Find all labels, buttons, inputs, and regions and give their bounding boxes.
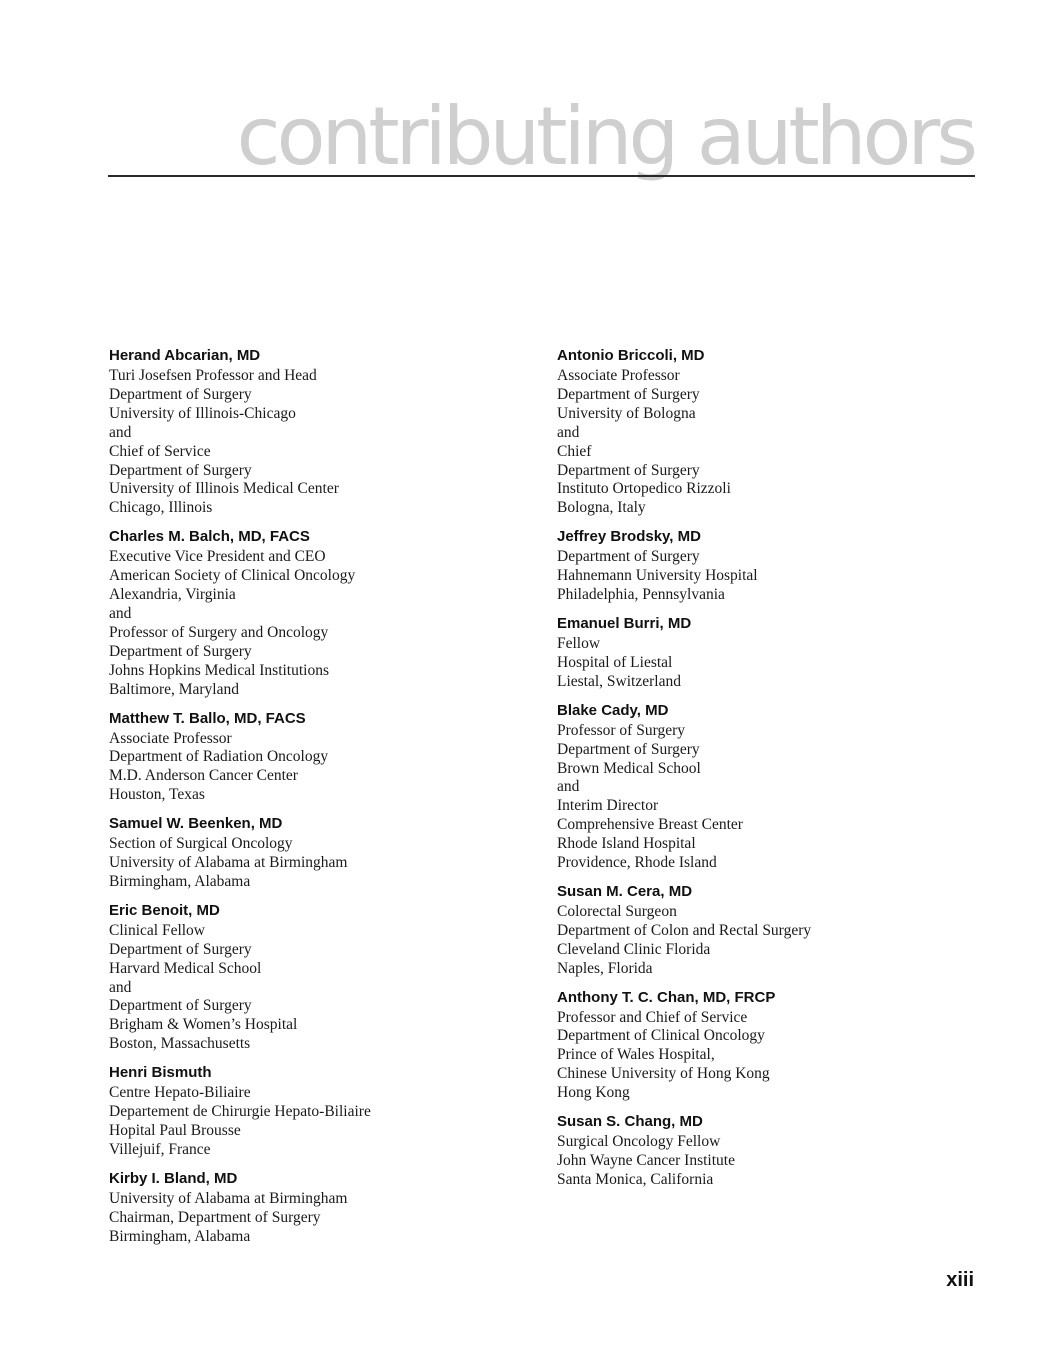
affiliation-line: Professor and Chief of Service [557, 1008, 748, 1026]
affiliation-line: Department of Surgery [109, 385, 252, 403]
author-entry [109, 1062, 529, 1160]
affiliation-line: John Wayne Cancer Institute [557, 1152, 735, 1169]
affiliation-line: and [109, 978, 132, 996]
author-name: Samuel W. Beenken, MD [109, 815, 283, 833]
affiliation-line: Department of Surgery [109, 940, 252, 958]
affiliation-line: Section of Surgical Oncology [109, 835, 293, 853]
author-entry [557, 345, 977, 518]
affiliation-line: Villejuif, France [109, 1140, 211, 1158]
affiliation-line: Brigham & Women’s Hospital [109, 1016, 298, 1034]
author-affiliation [557, 367, 977, 518]
affiliation-line: Department of Surgery [557, 548, 700, 566]
author-entry [109, 526, 529, 699]
affiliation-line: University of Alabama at Birmingham [109, 1189, 348, 1207]
affiliation-line: Department of Clinical Oncology [557, 1027, 765, 1045]
author-affiliation [557, 722, 977, 873]
affiliation-line: Bologna, Italy [557, 499, 646, 517]
affiliation-line: and [109, 604, 132, 622]
author-name: Emanuel Burri, MD [557, 614, 692, 632]
author-entry [109, 900, 529, 1054]
affiliation-line: Birmingham, Alabama [109, 1227, 251, 1245]
affiliation-line: Chief of Service [109, 442, 211, 460]
affiliation-line: Chicago, Illinois [109, 499, 213, 517]
affiliation-line: Department of Radiation Oncology [109, 748, 329, 766]
affiliation-line: Houston, Texas [109, 786, 205, 804]
affiliation-line: Chairman, Department of Surgery [109, 1208, 321, 1226]
author-name: Blake Cady, MD [557, 701, 669, 719]
affiliation-line: Associate Professor [557, 367, 680, 384]
author-affiliation [557, 1009, 977, 1104]
affiliation-line: Baltimore, Maryland [109, 680, 239, 698]
author-name: Charles M. Balch, MD, FACS [109, 528, 310, 546]
affiliation-line: Prince of Wales Hospital, [557, 1046, 715, 1064]
author-name: Jeffrey Brodsky, MD [557, 528, 701, 546]
author-affiliation [109, 367, 529, 518]
page-title: contributing authors [236, 90, 974, 183]
affiliation-line: Comprehensive Breast Center [557, 816, 743, 834]
affiliation-line: Professor of Surgery and Oncology [109, 623, 329, 641]
author-name: Susan S. Chang, MD [557, 1113, 703, 1131]
affiliation-line: and [557, 778, 580, 796]
left-author-column [109, 345, 529, 1255]
affiliation-line: M.D. Anderson Cancer Center [109, 767, 298, 785]
affiliation-line: Associate Professor [109, 729, 232, 747]
affiliation-line: Department of Surgery [557, 461, 700, 479]
author-affiliation [109, 548, 529, 699]
author-affiliation [109, 1190, 529, 1247]
affiliation-line: Harvard Medical School [109, 959, 262, 977]
affiliation-line: American Society of Clinical Oncology [109, 567, 356, 585]
right-author-column [557, 345, 977, 1198]
affiliation-line: Centre Hepato-Biliaire [109, 1084, 251, 1102]
affiliation-line: Brown Medical School [557, 759, 701, 777]
affiliation-line: and [557, 423, 580, 441]
author-entry [557, 987, 977, 1104]
author-entry [109, 813, 529, 892]
author-affiliation [557, 1133, 977, 1190]
author-name: Herand Abcarian, MD [109, 347, 261, 364]
author-name: Matthew T. Ballo, MD, FACS [109, 709, 306, 727]
affiliation-line: Department of Surgery [557, 740, 700, 758]
author-affiliation [109, 730, 529, 806]
author-name: Eric Benoit, MD [109, 901, 220, 919]
affiliation-line: Colorectal Surgeon [557, 902, 677, 920]
affiliation-line: Alexandria, Virginia [109, 586, 236, 604]
affiliation-line: Chief [557, 442, 592, 460]
author-entry [557, 1111, 977, 1190]
affiliation-line: Turi Josefsen Professor and Head [109, 367, 317, 384]
affiliation-line: Hospital of Liestal [557, 653, 673, 671]
affiliation-line: Liestal, Switzerland [557, 672, 681, 690]
author-entry [557, 881, 977, 979]
affiliation-line: Cleveland Clinic Florida [557, 940, 711, 958]
affiliation-line: Providence, Rhode Island [557, 854, 717, 872]
author-affiliation [109, 1084, 529, 1160]
affiliation-line: Department of Surgery [109, 461, 252, 479]
affiliation-line: Hahnemann University Hospital [557, 567, 758, 585]
affiliation-line: University of Alabama at Birmingham [109, 854, 348, 872]
affiliation-line: Hong Kong [557, 1084, 630, 1102]
page-number: xiii [946, 1269, 974, 1291]
affiliation-line: Philadelphia, Pennsylvania [557, 586, 725, 604]
affiliation-line: Department of Surgery [109, 642, 252, 660]
affiliation-line: Department of Surgery [109, 997, 252, 1015]
author-entry [557, 613, 977, 692]
author-name: Anthony T. C. Chan, MD, FRCP [557, 988, 776, 1006]
affiliation-line: Executive Vice President and CEO [109, 548, 326, 566]
author-name: Susan M. Cera, MD [557, 882, 693, 900]
affiliation-line: Department of Colon and Rectal Surgery [557, 921, 812, 939]
affiliation-line: Naples, Florida [557, 959, 653, 977]
author-name: Henri Bismuth [109, 1064, 212, 1082]
author-entry [557, 700, 977, 873]
author-entry [557, 526, 977, 605]
author-name: Kirby I. Bland, MD [109, 1169, 238, 1187]
author-affiliation [557, 903, 977, 979]
affiliation-line: Rhode Island Hospital [557, 835, 696, 853]
author-entry [109, 1168, 529, 1247]
affiliation-line: Departement de Chirurgie Hepato-Biliaire [109, 1103, 371, 1121]
author-entry [109, 708, 529, 806]
affiliation-line: University of Illinois Medical Center [109, 480, 339, 498]
affiliation-line: Chinese University of Hong Kong [557, 1065, 770, 1083]
affiliation-line: Birmingham, Alabama [109, 872, 251, 890]
author-affiliation [557, 635, 977, 692]
author-name: Antonio Briccoli, MD [557, 347, 705, 364]
affiliation-line: Instituto Ortopedico Rizzoli [557, 480, 731, 498]
author-affiliation [109, 922, 529, 1054]
affiliation-line: Department of Surgery [557, 385, 700, 403]
author-affiliation [557, 548, 977, 605]
affiliation-line: Surgical Oncology Fellow [557, 1133, 721, 1151]
affiliation-line: Hopital Paul Brousse [109, 1122, 241, 1139]
affiliation-line: Santa Monica, California [557, 1170, 714, 1188]
title-rule [108, 175, 975, 177]
affiliation-line: University of Bologna [557, 404, 696, 422]
affiliation-line: Professor of Surgery [557, 721, 686, 739]
affiliation-line: Fellow [557, 634, 601, 652]
author-affiliation [109, 835, 529, 892]
affiliation-line: Clinical Fellow [109, 921, 206, 939]
affiliation-line: Johns Hopkins Medical Institutions [109, 661, 330, 679]
affiliation-line: Interim Director [557, 797, 659, 815]
affiliation-line: University of Illinois-Chicago [109, 404, 296, 422]
affiliation-line: and [109, 423, 132, 441]
affiliation-line: Boston, Massachusetts [109, 1035, 251, 1053]
author-entry [109, 345, 529, 518]
